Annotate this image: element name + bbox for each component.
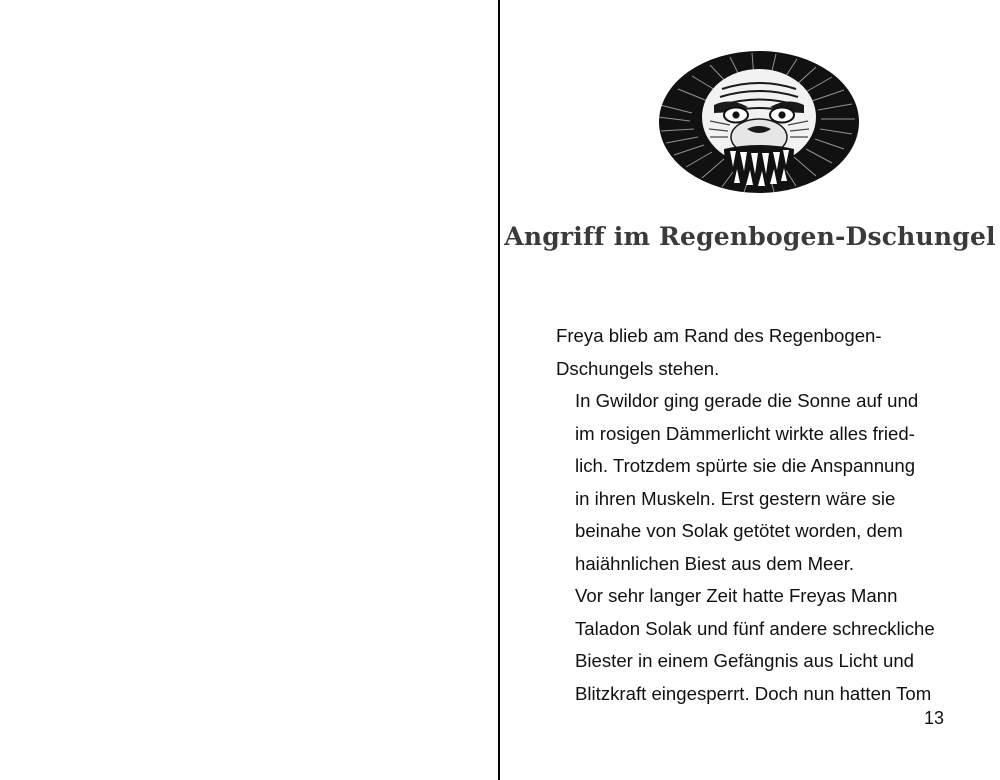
text-line: Freya blieb am Rand des Regenbogen- [556,325,882,346]
page-number: 13 [923,708,944,728]
paragraph [556,385,946,580]
text-line: In Gwildor ging gerade die Sonne auf und [575,390,919,411]
paragraph [556,580,946,710]
chapter-title: Angriff im Regenbogen-Dschungel [504,222,996,251]
text-line: Dschungels stehen. [556,357,720,379]
text-line: Taladon Solak und fünf andere schreckliche [575,617,935,639]
right-page [500,0,1000,780]
beast-head-illustration [652,45,867,200]
text-line: haiähnlichen Biest aus dem Meer. [575,552,855,574]
text-line: beinahe von Solak getötet worden, dem [575,520,903,541]
paragraph [556,320,946,385]
text-line: Vor sehr langer Zeit hatte Freyas Mann [575,585,898,606]
text-line: Blitzkraft eingesperrt. Doch nun hatten Tom [575,682,932,704]
text-line: im rosigen Dämmerlicht wirkte alles fried- [575,422,915,444]
chapter-body [556,320,946,710]
text-line: lich. Trotzdem spürte sie die Anspannung [575,455,916,476]
text-line: in ihren Muskeln. Erst gestern wäre sie [575,487,896,509]
text-line: Biester in einem Gefängnis aus Licht und [575,650,915,671]
